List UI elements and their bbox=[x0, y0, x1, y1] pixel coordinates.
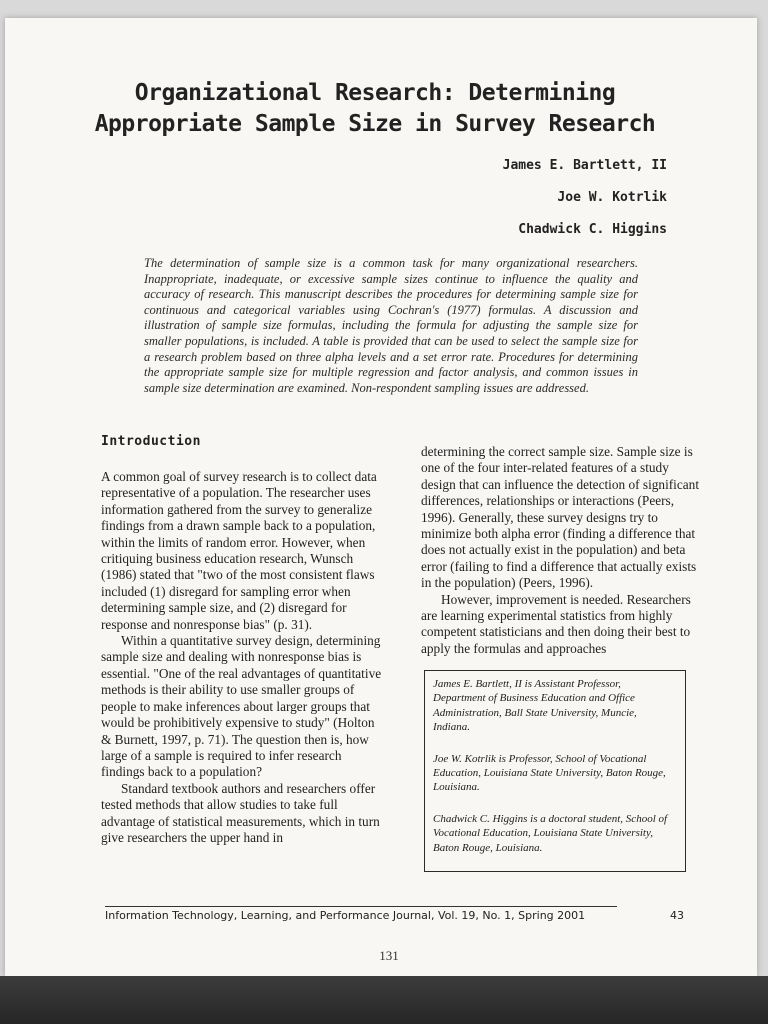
author-list bbox=[503, 158, 667, 254]
scanner-edge bbox=[0, 976, 768, 1024]
author-affiliations-box bbox=[424, 670, 686, 872]
author-name: James E. Bartlett, II bbox=[502, 158, 667, 173]
body-paragraph: determining the correct sample size. Sample size is one of the four inter-related features of a study design that can influence the detection of significant differences, relationships or interactions (Peers, 1996). Generally, these survey designs try to minimize both alpha error (finding a difference that does not actually exist in the population) and beta error (failing to find a difference that actually exists in the population) (Peers, 1996). bbox=[421, 444, 700, 591]
right-column bbox=[421, 444, 703, 657]
footer-rule bbox=[105, 906, 617, 907]
abstract: The determination of sample size is a common task for many organizational researchers. Inappropriate, inadequate, or excessive sample sizes continue to influence the quality and accuracy of research. This manuscript describes the procedures for determining sample size for continuous and categorical variables using Cochran's (1977) formulas. A discussion and illustration of sample size formulas, including the formula for adjusting the sample size for smaller populations, is included. A table is provided that can be used to select the sample size for a research problem based on three alpha levels and a set error rate. Procedures for determining the appropriate sample size for multiple regression and factor analysis, and common issues in sample size determination are examined. Non-respondent sampling issues are addressed. bbox=[144, 256, 638, 395]
author-affiliation: Chadwick C. Higgins is a doctoral student, School of Vocational Education, Louisiana State University, Baton Rouge, Louisiana. bbox=[433, 812, 668, 854]
author-name: Chadwick C. Higgins bbox=[518, 222, 667, 237]
author-affiliation: Joe W. Kotrlik is Professor, School of Vocational Education, Louisiana State University, Baton Rouge, Louisiana. bbox=[433, 752, 666, 794]
page-number: 131 bbox=[379, 948, 399, 963]
author-affiliation: James E. Bartlett, II is Assistant Professor, Department of Business Education and Office Administration, Ball State University, Muncie, Indiana. bbox=[433, 678, 637, 734]
body-paragraph: Within a quantitative survey design, determining sample size and dealing with nonresponse bias is essential. "One of the real advantages of quantitative methods is their ability to use smaller groups of people to make inferences about larger groups that would be prohibitively expensive to study" (Holton & Burnett, 1997, p. 71). The question then is, how large of a sample is required to infer research findings back to a population? bbox=[101, 633, 382, 780]
body-paragraph: A common goal of survey research is to collect data representative of a population. The researcher uses information gathered from the survey to generalize findings from a drawn sample back to a population, within the limits of random error. However, when critiquing business education research, Wunsch (1986) stated that "two of the most consistent flaws included (1) disregard for sampling error when determining sample size, and (2) disregard for response and nonresponse bias" (p. 31). bbox=[101, 469, 377, 632]
title-line-1: Organizational Research: Determining bbox=[134, 80, 616, 106]
author-name: Joe W. Kotrlik bbox=[557, 190, 667, 205]
paper-title bbox=[65, 78, 685, 140]
journal-page-number: 43 bbox=[670, 909, 684, 922]
body-paragraph: However, improvement is needed. Researchers are learning experimental statistics from highly competent statisticians and then doing their best to apply the formulas and approaches bbox=[421, 591, 691, 656]
left-column bbox=[101, 469, 383, 846]
body-paragraph: Standard textbook authors and researchers offer tested methods that allow studies to take full advantage of statistical measurements, which in turn give researchers the upper hand in bbox=[101, 780, 380, 845]
section-heading: Introduction bbox=[101, 434, 201, 449]
scanned-page bbox=[5, 18, 757, 976]
journal-citation: Information Technology, Learning, and Performance Journal, Vol. 19, No. 1, Spring 2001 bbox=[105, 909, 586, 922]
title-line-2: Appropriate Sample Size in Survey Research bbox=[94, 111, 656, 137]
